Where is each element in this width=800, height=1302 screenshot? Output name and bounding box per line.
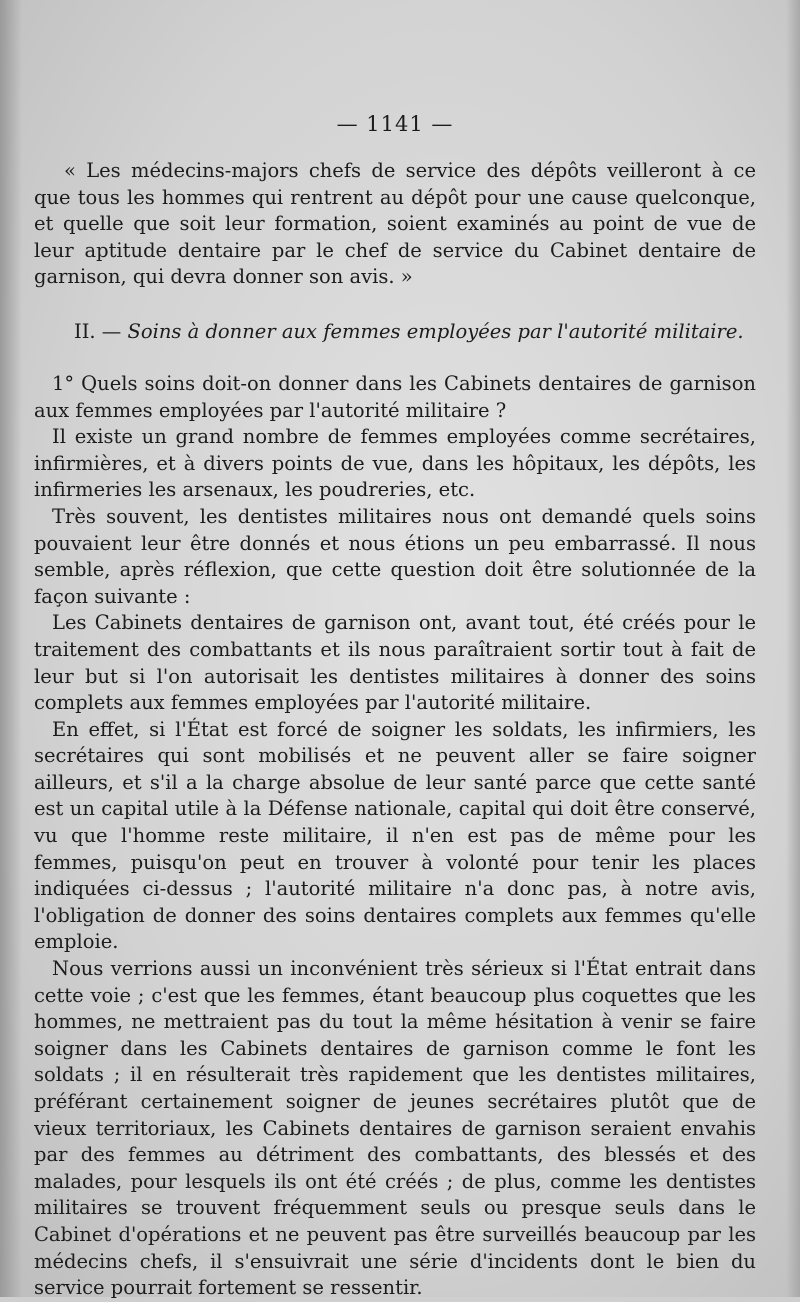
paragraph-request: Très souvent, les dentistes militaires nous ont demandé quels soins pouvaient leur être donnés et nous étions un peu embarrassé. Il nous semble, après réflexion, que cette question doit être solutionnée de la façon suivante : bbox=[34, 504, 756, 608]
section-title: Soins à donner aux femmes employées par l'autorité militaire. bbox=[127, 319, 744, 343]
paragraph-argument: En effet, si l'État est forcé de soigner les soldats, les infirmiers, les secrétaires qui sont mobilisés et ne peuvent aller se faire soigner ailleurs, et s'il a la charge absolue de leur santé parce que cette santé est un capital utile à la Défense nationale, capital qui doit être conservé, vu que l'homme reste militaire, il n'en est pas de même pour les femmes, puisqu'on peut en trouver à volonté pour tenir les places indiquées ci-dessus ; l'autorité militaire n'a donc pas, à notre avis, l'obligation de donner des soins dentaires complets aux femmes qu'elle emploie. bbox=[34, 717, 756, 954]
quoted-paragraph: « Les médecins-majors chefs de service des dépôts veilleront à ce que tous les hommes qui rentrent au dépôt pour une cause quelconque, et quelle que soit leur formation, soient examinés au point de vue de leur aptitude dentaire par le chef de service du Cabinet dentaire de garnison, qui devra donner son avis. » bbox=[34, 159, 756, 289]
page-number: — 1141 — bbox=[336, 112, 454, 136]
section-heading bbox=[34, 319, 756, 345]
paragraph-inconvenience: Nous verrions aussi un inconvénient très sérieux si l'État entrait dans cette voie ; c'est que les femmes, étant beaucoup plus coquettes que les hommes, ne mettraient pas du tout la même hésitation à venir se faire soigner dans les Cabinets dentaires de garnison comme le font les soldats ; il en résulterait très rapidement que les dentistes militaires, préférant certainement soigner de jeunes secrétaires plutôt que de vieux territoriaux, les Cabinets dentaires de garnison seraient envahis par des femmes au détriment des combattants, des blessés et des malades, pour lesquels ils ont été créés ; de plus, comme les dentistes militaires se trouvent fréquemment seuls ou presque seuls dans le Cabinet d'opérations et ne peuvent pas être surveillés beaucoup par les médecins chefs, il s'ensuivrait une série d'incidents dont le bien du service pourrait fortement se ressentir. bbox=[34, 957, 756, 1300]
page-shadow-left bbox=[0, 0, 22, 1297]
paragraph-purpose: Les Cabinets dentaires de garnison ont, avant tout, été créés pour le traitement des combattants et ils nous paraîtraient sortir tout à fait de leur but si l'on autorisait les dentistes militaires à donner des soins complets aux femmes employées par l'autorité militaire. bbox=[34, 611, 756, 715]
page-shadow-right bbox=[786, 0, 800, 1297]
paragraph-context: Il existe un grand nombre de femmes employées comme secrétaires, infirmières, et à divers points de vue, dans les hôpitaux, les dépôts, les infirmeries les arsenaux, les poudreries, etc. bbox=[34, 425, 756, 502]
section-number: II. — bbox=[74, 319, 128, 343]
paragraph-question: 1° Quels soins doit-on donner dans les Cabinets dentaires de garnison aux femmes employées par l'autorité militaire ? bbox=[34, 371, 756, 422]
